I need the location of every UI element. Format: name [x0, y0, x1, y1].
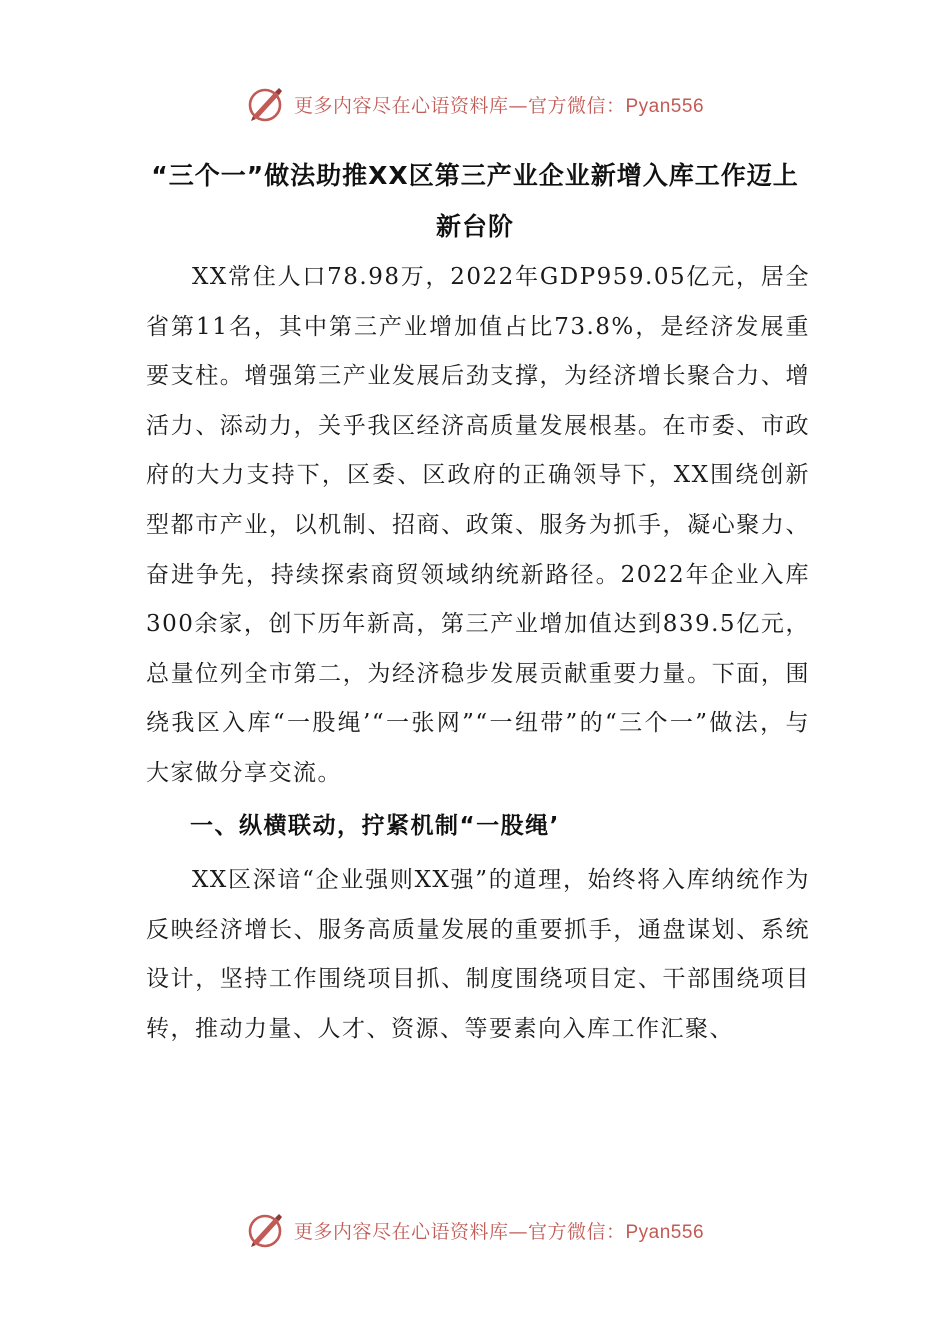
document-title-line-2: 新台阶 [435, 212, 514, 241]
watermark-wechat-id: Pyan556 [625, 95, 705, 117]
watermark-text: 更多内容尽在心语资料库—官方微信：Pyan556 [293, 1220, 705, 1243]
body-paragraph-2: XX区深谙“企业强则XX强”的道理，始终将入库纳统作为反映经济增长、服务高质量发展的重要抓手，通盘谋划、系统设计，坚持工作围绕项目抓、制度围绕项目定、干部围绕项目转，推动力量、人才、资源、等要素向入库工作汇聚、 [146, 867, 810, 1042]
section-heading-1: 一、纵横联动，拧紧机制“一股绳’ [190, 813, 560, 839]
pen-logo-icon [246, 1210, 286, 1250]
watermark-footer [0, 1208, 950, 1252]
watermark-header [0, 82, 950, 126]
watermark-text: 更多内容尽在心语资料库—官方微信：Pyan556 [293, 94, 705, 117]
body-paragraph-1: XX常住人口78.98万，2022年GDP959.05亿元，居全省第11名，其中第三产业增加值占比73.8%，是经济发展重要支柱。增强第三产业发展后劲支撑，为经济增长聚合力、增活力、添动力，关乎我区经济高质量发展根基。在市委、市政府的大力支持下，区委、区政府的正确领导下，XX围绕创新型都市产业，以机制、招商、政策、服务为抓手，凝心聚力、奋进争先，持续探索商贸领域纳统新路径。2022年企业入库300余家，创下历年新高，第三产业增加值达到839.5亿元，总量位列全市第二，为经济稳步发展贡献重要力量。下面，围绕我区入库“一股绳’“一张网”“一纽带”的“三个一”做法，与大家做分享交流。 [146, 264, 810, 786]
watermark-wechat-id: Pyan556 [625, 1221, 705, 1243]
pen-logo-icon [246, 84, 286, 124]
document-title-line-1: “三个一”做法助推XX区第三产业企业新增入库工作迈上 [151, 161, 799, 190]
